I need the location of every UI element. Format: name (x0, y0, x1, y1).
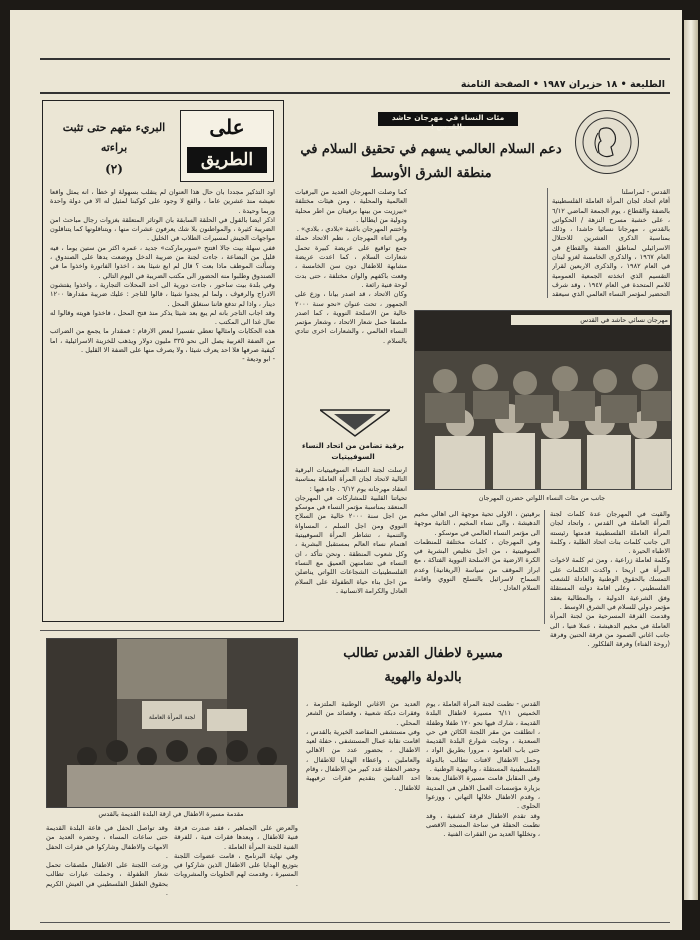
main-col4: برقيتين ، الاولى تحية موجهة الى اهالي مخيم الدهيشة ، والى نساء المخيم ، الثانية موجهة الى مؤتمر النساء العالمي في موسكو . وفي المهرجان ، كلمات مختلفة للمنظمات السوفييتية ، من اجل تخليص البشرية في الكرة الارضية من الاسلحة النووية الفتاكة ، مع ابراز الموقف من سياسة (الريغانية) وعدم السماح لاسرائيل بالتسلح النووي واقامة السلام العادل . (414, 510, 540, 593)
second-col-b: العديد من الاغاني الوطنية الملتزمة ، وفقرات دبكة شعبية ، وقصائد من الشعر المحلي . وفي مستشفى المقاصد الخيرية بالقدس ، اقامت نقابة عمال المستشفى ، حفلة لعيد الاطفال ، بحضور عدد من الاهالي والعاملين ، واعطاء الهدايا للاطفال ، وحضر الحفلة عدد كبير من الاطفال ، وقام احد الفنانين بتقديم فقرات ترفيهية للاطفال . (306, 700, 420, 792)
rubric: مئات النساء في مهرجان حاشد بالقدس : (391, 113, 505, 131)
march-photo (46, 638, 298, 808)
col-divider-1 (547, 188, 548, 298)
main-col2: كما وصلت المهرجان العديد من البرقيات العالمية والمحلية ، ومن هيئات مختلفة «بيرزيت من بينها برقيتان من اطر محلية ودولية من ايطاليا . واختتم المهرجان باغنية «بلادي ، بلادي» . وفي اثناء المهرجان ، نظم الاتحاد حملة جمع تواقيع على عريضة كبيرة تحمل شعارات السلام ، كما اعدت عريضة مشابهة للاطفال دون سن الخامسة ، وقعت باكفهم والوان مختلفة ، حتى بدت لوحة فنية رائعة . وكان الاتحاد ، قد اصدر بيانا ، وزع على الجمهور ، تحت عنوان «نحو سنة ٢٠٠٠ خالية من الاسلحة النووية ، كما اصدر ملصقا حمل شعار الاتحاد ، وشعار مؤتمر النساء العالمي ، والشعارات اخرى تنادي بالسلام . (295, 188, 407, 345)
second-headline-2: بالدولة والهوية (384, 670, 462, 685)
second-col-d: وقد تواصل الحفل في قاعة البلدة القديمة حتى ساعات المساء ، وحضره العديد من الامهات والاطفال وشاركوا في فقرات الحفل . وزعت اللجنة على الاطفال ملصقات تحمل شعار الطفولة ، وحملت عبارات تطالب بحقوق الطفل الفلسطيني في العيش الكريم . (46, 824, 168, 898)
page-edge (684, 20, 698, 900)
audience-photo-graphic (415, 311, 671, 489)
photo-inset-label: مهرجان نسائي حاشد في القدس (511, 315, 670, 325)
second-col-c: والعرض على الجماهير ، فقد صدرت فرقة فنية للاطفال ، وبعدها فقرات فنية ، للفرقة الفنية للجنة المرأة العاملة . وفي نهاية البرنامج ، قامت عضوات اللجنة بتوزيع الهدايا على الاطفال الذين شاركوا في المسيرة ، وقدمت لهم الحلويات والمشروبات . (174, 824, 298, 888)
bottom-rule (40, 922, 670, 923)
logo-top-text: على (209, 115, 245, 139)
sub-headline: برقية تضامن من اتحاد النساء السوفييتيات (301, 441, 404, 461)
festival-photo-caption: جانب من مئات النساء اللواتي حضرن المهرجان (478, 494, 606, 502)
column-body: اود التذكير مجددا بان حال هذا العنوان لم ينقلب بسهولة او خطأ ، انه يمثل واقعا نعيشه منذ عشرين عاما ، والقع لا وجود على كوكبنا لمثيل له الا في دولة واحدة وربما وحيدة . اذكر ايضا بالقول في الحلقة السابقة بان الوتائر المتعلقة بغزوات رجال مباحث امن الضريبة كثيرة ، والمواطنون بلا شك يعرفون عشرات منها ، ويتناقلونها كما يتناقلون مواجهات الجيش لمسيرات الطلاب في الخليل . ففي سهلة بيت جالا افتتح «سوبرماركت» جديد ، عمره اكثر من ستين يوما ، فيه قليل من البضاعة ، جاءت لجنة من ضريبة الدخل ووضعت يدها على الصندوق ، وسألت الموظف ماذا بعت ؟ قال لم ابع شيئا بعد ، اخذوا الفاتورة واخذوا ما في الصندوق وطلبوا منه الحضور الى مكتب الضريبة في اليوم التالي . وفي بلدة بيت ساحور ، جاءت دورية الى احد المحلات التجارية ، واخذوا يفتشون الادراج والرفوف ، ولما لم يجدوا شيئا ، قالوا للتاجر : عليك ضريبة مقدارها ١٢٠٠ دينار ، واذا لم تدفع فاننا سنغلق المحل . وقد اجاب التاجر بانه لم يبع بعد شيئا يذكر منذ فتح المحل ، فاخذوا هويته وقالوا له تعال غدا الى المكتب . هذه الحكايات وامثالها تعطي تفسيرا لبعض الارقام : فمقدار ما يجمع من الضرائب من الضفة الغربية يصل الى نحو ٣٣٥ مليون دولار ويذهب للخزينة الاسرائيلية ، اما كيفية صرفها فلا احد يعرف شيئا ، ولا يصرف منها على الضفة الا القليل . - ابو وديعة - (50, 188, 275, 364)
second-col-a: القدس - نظمت لجنة المرأة العاملة ، يوم الخميس ٦/١١ مسيرة لاطفال البلدة القديمة ، شارك فيها نحو ١٢٠ طفلا وطفلة ، انطلقت من مقر اللجنة الكائن في حي السعدية ، وجابت شوارع البلدة القديمة حتى باب العامود ، مرورا بطريق الواد ، وحمل الاطفال لافتات تطالب بالدولة الفلسطينية المستقلة ، وبالهوية الوطنية . وفي المقابل قامت مسيرة الاطفال بعدها بزيارة مؤسسات العمل الاهلي في المدينة ، وقدم الاطفال خلالها التهاني ، ووزعوا الحلوى . وقد تقدم الاطفال فرقة كشفية ، وقد نظمت الحفلة في ساحة المسجد الاقصى ، وتخللها العديد من الفقرات الفنية . (426, 700, 540, 839)
col-divider-2 (544, 510, 545, 624)
logo-bottom-text: الطريق (187, 147, 267, 173)
march-photo-graphic (47, 639, 297, 807)
section-rule (40, 630, 540, 631)
paper-dateline: الطليعة • ١٨ حزيران ١٩٨٧ • الصفحة الثامنة (460, 79, 665, 90)
festival-photo (414, 310, 672, 490)
header-rule (40, 92, 670, 94)
woman-profile-icon (576, 111, 638, 173)
main-headline: دعم السلام العالمي يسهم في تحقيق السلام في منطقة الشرق الأوسط (300, 142, 562, 181)
march-sign-text: لجنة المرأة العاملة (148, 714, 196, 721)
march-photo-caption: مقدمة مسيرة الاطفال في ازقة البلدة القديمة بالقدس (98, 810, 244, 818)
main-col1: القدس - لمراسلنا أقام اتحاد لجان المرأة العاملة الفلسطينية بالضفة والقطاع ، يوم الجمعة الماضي ٦/١٢ ، على خشبة مسرح النزهة / الحكواتي بالقدس ، مهرجانا نسائيا حاشدا ، وذلك بمناسبة الذكرى العشرين للاحتلال الاسرائيلي لمناطق الضفة والقطاع في العام ١٩٦٧ ، والذكرى الخامسة لغزو لبنان في العام ١٩٨٢ ، والذكرى الاربعين لقرار التقسيم الذي اتخذته الجمعية العمومية للامم المتحدة في العام ١٩٤٧ ، وقد شرف التحضير لمؤتمر النساء العالمي الذي سيعقد (552, 188, 670, 298)
lcwm-logo (575, 110, 639, 174)
main-col5: والقيت في المهرجان عدة كلمات لجنة المرأة العاملة في القدس ، واتحاد لجان المرأة العاملة الفلسطينية قدمتها رئيسته الى جانب كلمات بنات اتحاد الطلبة ، وكلمة الاطباء الحيرة . وكلمة لعاملة زراعية ، ومن ثم كلمة لاخوات المرأة في اريحا ، واكدت الكلمات على التمسك بالحقوق الوطنية والعادلة للشعب الفلسطيني ، وعلى اقامة دولته المستقلة وفق الشرعية الدولية ، والمطالبة بعقد مؤتمر دولي للسلام في الشرق الاوسط . وقدمت الفرقة المسرحية من لجنة المرأة العاملة في مخيم الدهيشة ، عملا فنيا ، الى جانب اغاني الصمود من فرقة الحنين وفرقة (روحة الفناء) وفرقة الفلكلور . (550, 510, 670, 649)
main-col3: ارسلت لجنة النساء السوفييتيات البرقية التالية لاتحاد لجان المرأة العاملة بمناسبة انعقاد مهرجانه يوم ٦/١٢ . جاء فيها : تحياتنا القلبية للمشاركات في المهرجان المنعقد بمناسبة مؤتمر النساء في موسكو من اجل سنة ٢٠٠٠ خالية من السلاح النووي ومن اجل السلم ، المساواة والتنمية ، تشاطر المرأة السوفييتية اهتمام نساء العالم بمستقبل البشرية ، وكل شعوب المنطقة . ونحن نتأكد ، ان النساء في تضامنهن العميق مع النساء الفلسطينيات الشجاعات اللواتي يناضلن من اجل بناء حياة الطفولة على السلام العادل والكرامة الانسانية . (295, 466, 407, 595)
newspaper-page (10, 10, 682, 930)
column-number: (٢) (105, 162, 123, 176)
second-headline-1: مسيرة لاطفال القدس تطالب (343, 646, 503, 661)
subhead-arrow (320, 408, 390, 438)
top-border (40, 58, 670, 60)
column-title: البريء متهم حتى تثبت براءته (62, 121, 166, 154)
column-logo (180, 110, 274, 182)
